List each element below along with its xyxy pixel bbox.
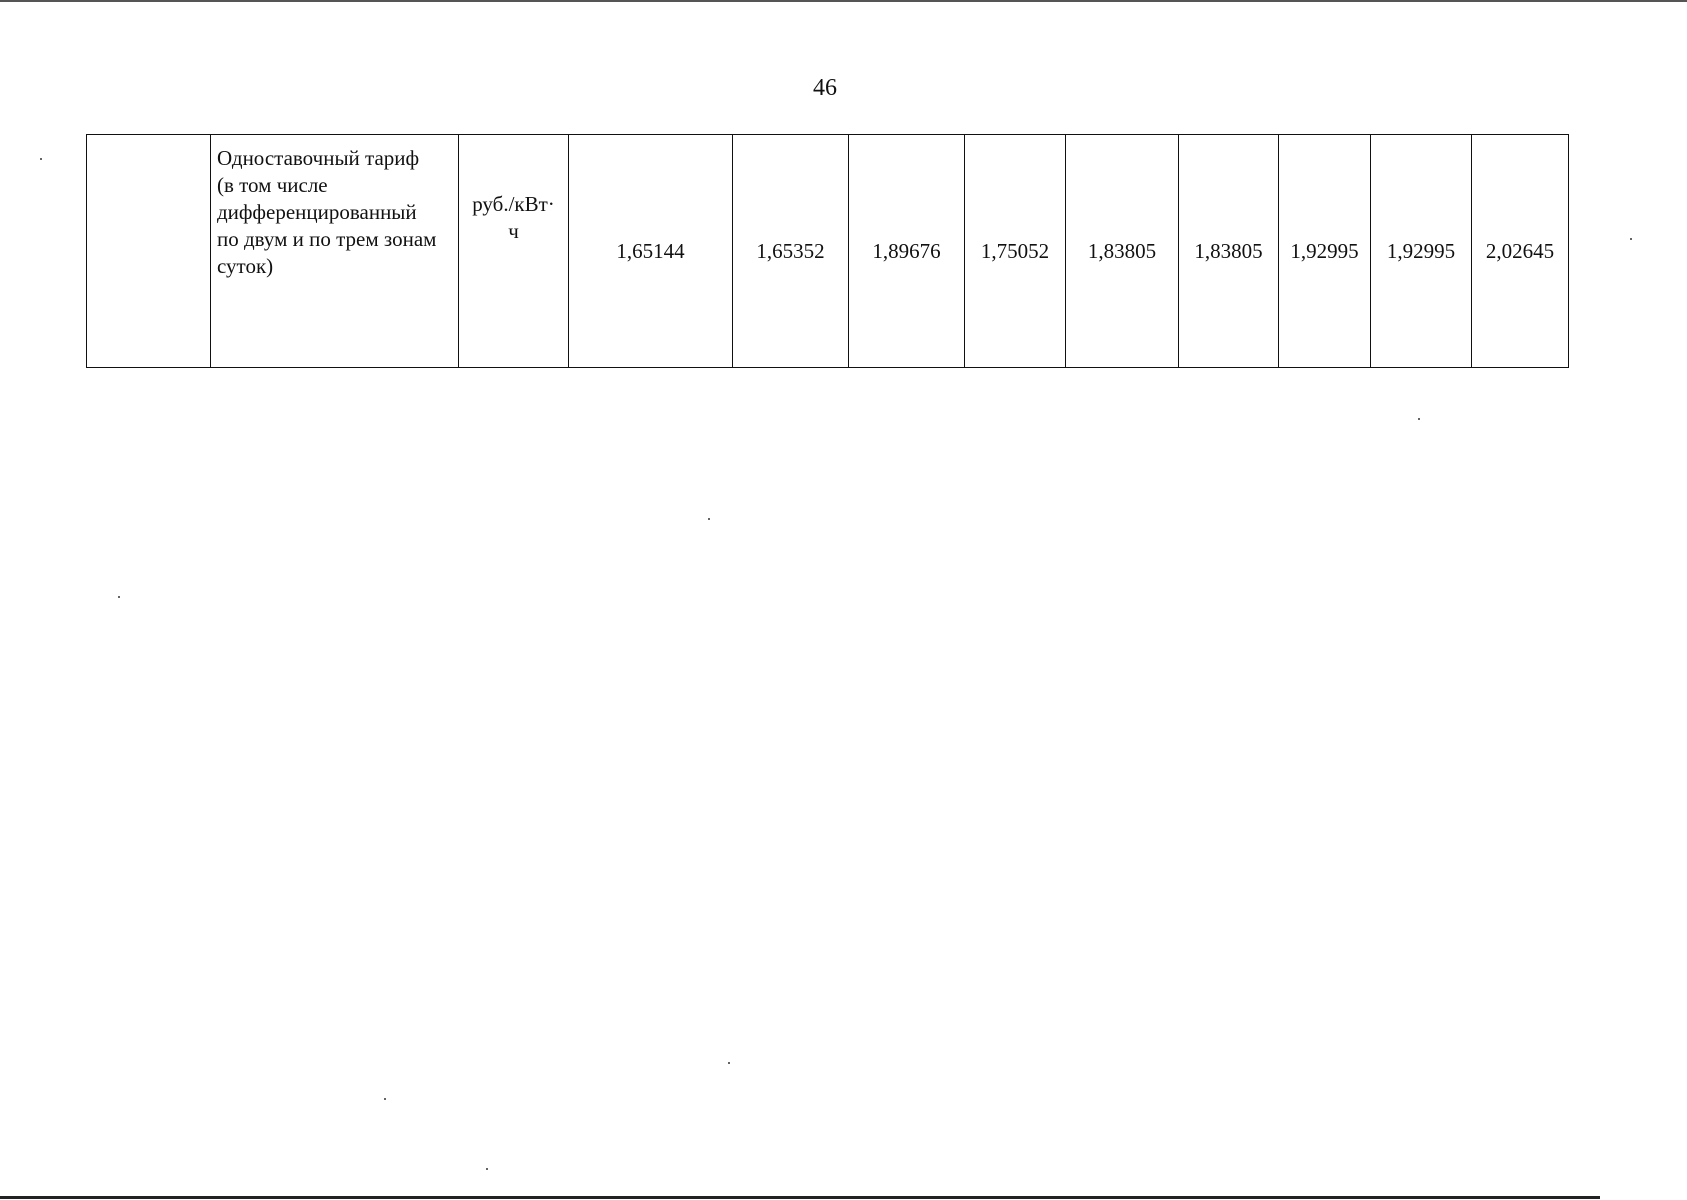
scan-speck [40,158,42,160]
scan-speck [118,596,120,598]
tariff-value-cell: 1,92995 [1371,135,1472,368]
tariff-value-cell: 1,83805 [1179,135,1279,368]
tariff-value-cell: 1,65352 [733,135,849,368]
scan-speck [486,1168,488,1170]
page-number: 46 [813,75,837,101]
table-row [87,135,1569,368]
tariff-value-cell: 1,83805 [1066,135,1179,368]
scan-speck [384,1098,386,1100]
description-line: суток) [217,254,274,278]
tariff-value-cell: 1,89676 [849,135,965,368]
tariff-description-cell [211,135,459,368]
tariff-table [86,134,1569,368]
description-line: дифференцированный [217,200,417,224]
tariff-value-cell: 1,65144 [569,135,733,368]
scan-edge-top [0,0,1687,2]
unit-line: ч [508,219,519,243]
scan-speck [728,1062,730,1064]
scan-speck [708,518,710,520]
tariff-value-cell: 1,92995 [1279,135,1371,368]
scan-speck [1630,238,1632,240]
scan-edge-bottom [0,1196,1600,1199]
unit-line: руб./кВт· [472,192,555,216]
row-index-cell [87,135,211,368]
tariff-value-cell: 2,02645 [1472,135,1569,368]
description-line: Одноставочный тариф [217,146,420,170]
unit-cell [459,135,569,368]
scan-speck [1418,418,1420,420]
description-line: по двум и по трем зонам [217,227,437,251]
description-line: (в том числе [217,173,328,197]
tariff-value-cell: 1,75052 [965,135,1066,368]
